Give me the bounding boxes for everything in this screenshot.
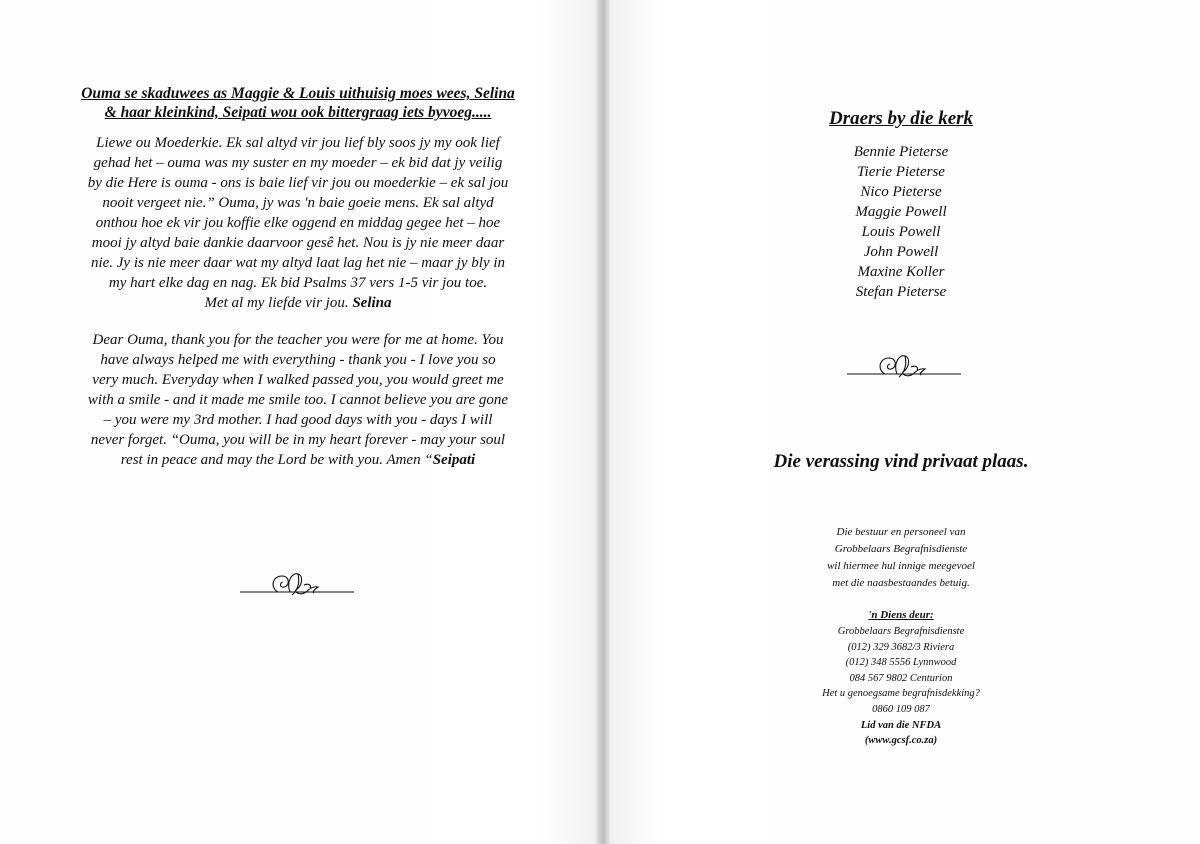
- signature-selina: Selina: [352, 295, 392, 311]
- tribute-line: nie. Jy is nie meer daar wat my altyd laat lag het nie – maar jy bly in: [90, 255, 506, 271]
- tribute-last-text: rest in peace and may the Lord be with you. Amen “: [120, 452, 433, 468]
- list-item: Bennie Pieterse: [853, 144, 949, 160]
- list-item: Stefan Pieterse: [855, 284, 947, 300]
- tribute-selina: [40, 133, 556, 313]
- service-title: 'n Diens deur:: [868, 609, 934, 621]
- condolence-line: met die naasbestaandes betuig.: [832, 577, 970, 589]
- phone-centurion: 084 567 9802 Centurion: [849, 672, 953, 684]
- flourish-ornament-icon: [847, 350, 961, 382]
- company-name: Grobbelaars Begrafnisdienste: [837, 626, 965, 637]
- funeral-service-contact: [602, 624, 1200, 749]
- list-item: Tierie Pieterse: [857, 164, 945, 180]
- tribute-line: onthou hoe ek vir jou koffie elke oggend en middag gegee het – hoe: [95, 215, 501, 231]
- tribute-closing: Met al my liefde vir jou.: [204, 295, 353, 311]
- tribute-line: very much. Everyday when I walked passed you, you would greet me: [92, 372, 504, 388]
- tribute-line: have always helped me with everything - thank you - I love you so: [100, 352, 496, 368]
- tribute-heading-line: & haar kleinkind, Seipati wou ook bittergraag iets byvoeg.....: [104, 104, 492, 121]
- coverage-phone: 0860 109 087: [872, 703, 930, 715]
- phone-riviera: (012) 329 3682/3 Riviera: [847, 641, 955, 653]
- tribute-line: Dear Ouma, thank you for the teacher you were for me at home. You: [92, 332, 504, 348]
- list-item: Maxine Koller: [857, 264, 945, 280]
- condolence-message: [602, 524, 1200, 592]
- list-item: Nico Pieterse: [860, 184, 942, 200]
- pallbearers-list: [602, 142, 1200, 302]
- tribute-seipati: [40, 330, 556, 470]
- condolence-line: wil hiermee hul innige meegevoel: [827, 560, 975, 572]
- left-page: [0, 0, 598, 844]
- right-page: [602, 0, 1200, 844]
- signature-seipati: Seipati: [432, 452, 476, 468]
- tribute-heading-line: Ouma se skaduwees as Maggie & Louis uithuisig moes wees, Selina: [81, 85, 515, 102]
- list-item: Maggie Powell: [855, 204, 947, 220]
- tribute-line: gehad het – ouma was my suster en my moeder – ek bid dat jy veilig: [93, 155, 503, 171]
- tribute-line: by die Here is ouma - ons is baie lief vir jou ou moederkie – ek sal jou: [87, 175, 509, 191]
- pallbearers-heading: Draers by die kerk: [828, 108, 974, 129]
- list-item: Louis Powell: [861, 224, 941, 240]
- membership: Lid van die NFDA: [860, 719, 942, 731]
- tribute-line: with a smile - and it made me smile too. I cannot believe you are gone: [87, 392, 509, 408]
- website: (www.gcsf.co.za): [864, 735, 938, 747]
- tribute-line: never forget. “Ouma, you will be in my heart forever - may your soul: [90, 432, 506, 448]
- condolence-line: Grobbelaars Begrafnisdienste: [834, 543, 968, 555]
- tribute-heading: [40, 84, 556, 122]
- cremation-announcement: Die verassing vind privaat plaas.: [773, 451, 1029, 472]
- tribute-line: – you were my 3rd mother. I had good days with you - days I will: [103, 412, 493, 428]
- tribute-line: mooi jy altyd baie dankie daarvoor gesê het. Nou is jy nie meer daar: [91, 235, 505, 251]
- list-item: John Powell: [863, 244, 939, 260]
- condolence-line: Die bestuur en personeel van: [836, 526, 966, 538]
- flourish-ornament-icon: [240, 568, 354, 600]
- tribute-closing-line: [40, 293, 556, 313]
- phone-lynnwood: (012) 348 5556 Lynnwood: [845, 657, 957, 669]
- coverage-question: Het u genoegsame begrafnisdekking?: [822, 688, 980, 700]
- tribute-line: Liewe ou Moederkie. Ek sal altyd vir jou lief bly soos jy my ook lief: [96, 135, 500, 151]
- tribute-line: nooit vergeet nie.” Ouma, jy was 'n baie goeie mens. Ek sal altyd: [102, 195, 494, 211]
- tribute-last-line: [40, 450, 556, 470]
- tribute-line: my hart elke dag en nag. Ek bid Psalms 37 vers 1-5 vir jou toe.: [108, 275, 488, 291]
